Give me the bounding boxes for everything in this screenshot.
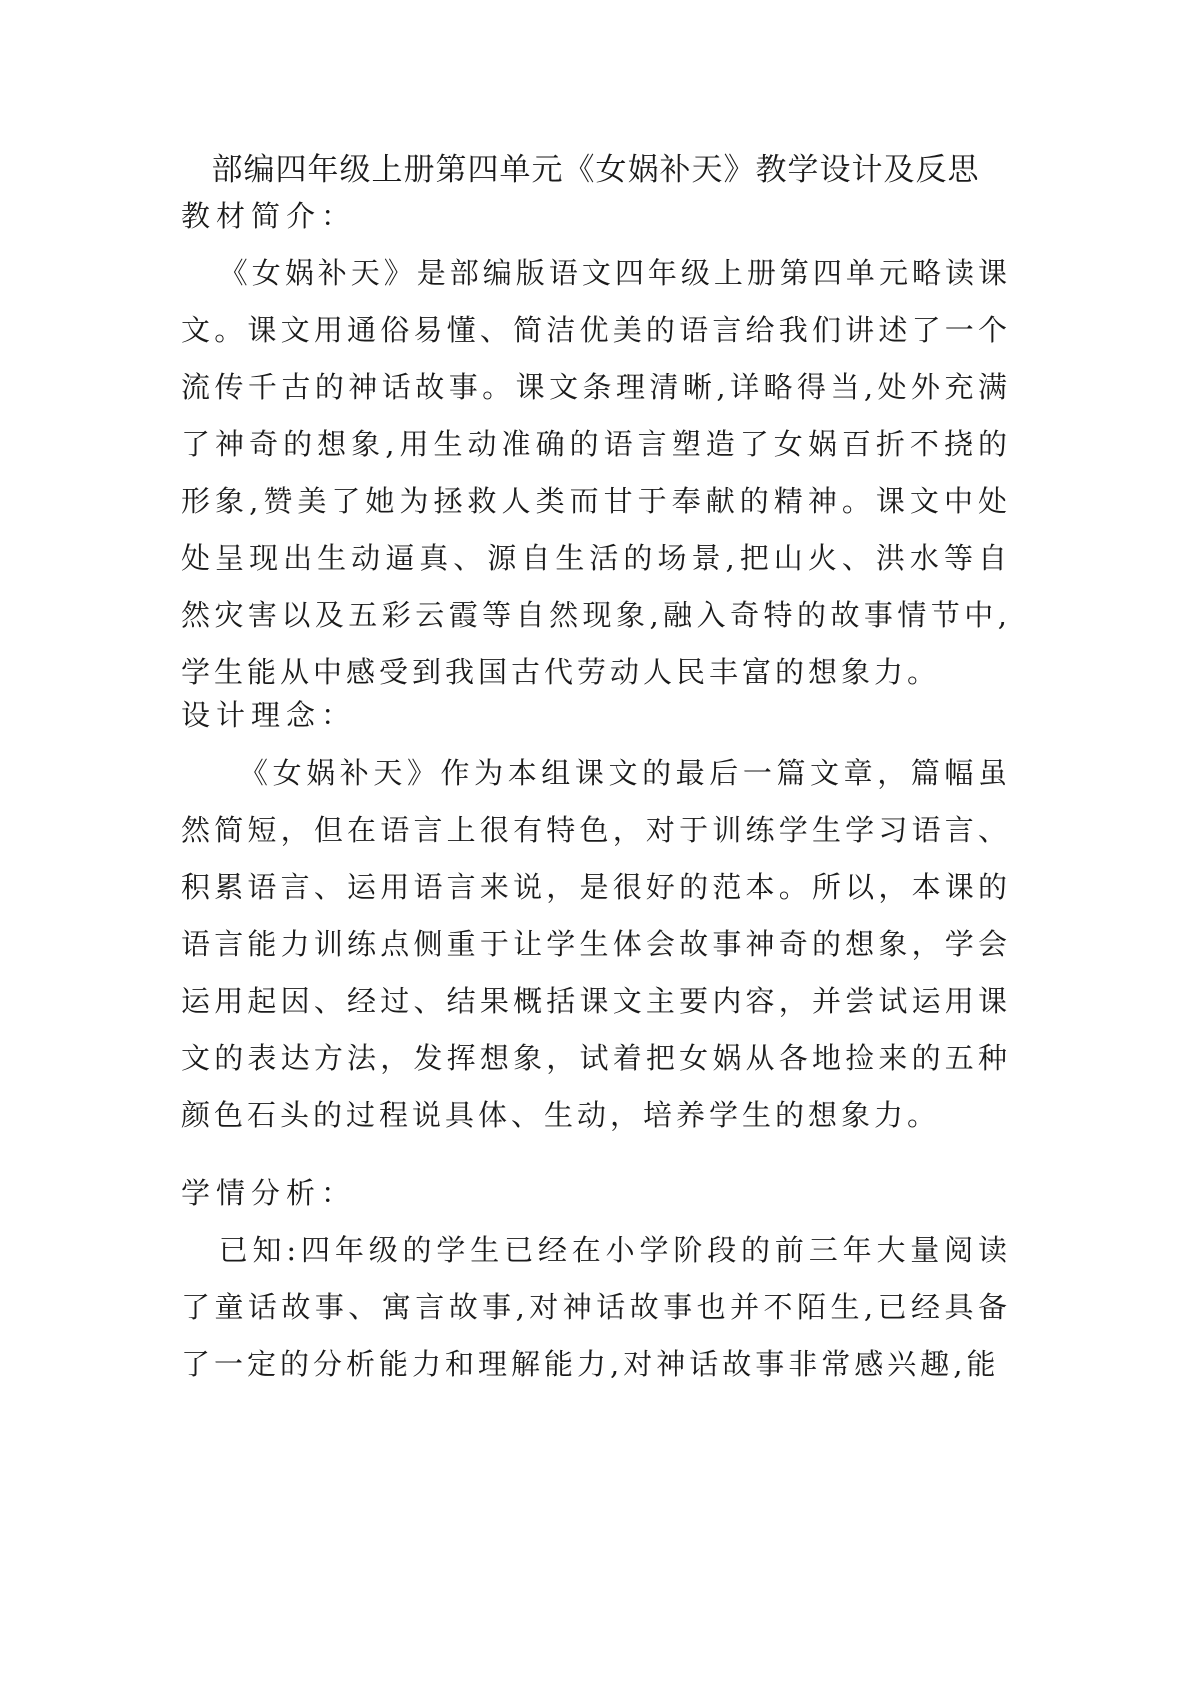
document-title: 部编四年级上册第四单元《女娲补天》教学设计及反思 xyxy=(211,152,980,188)
section-body-design-concept: 《女娲补天》作为本组课文的最后一篇文章，篇幅虽然简短，但在语言上很有特色，对于训练学生学习语言、积累语言、运用语言来说，是很好的范本。所以，本课的语言能力训练点侧重于让学生体会故事神奇的想象，学会运用起因、经过、结果概括课文主要内容，并尝试运用课文的表达方法，发挥想象，试着把女娲从各地捡来的五种颜色石头的过程说具体、生动，培养学生的想象力。 xyxy=(181,756,1011,1132)
section-body-learner-analysis: 已知:四年级的学生已经在小学阶段的前三年大量阅读了童话故事、寓言故事,对神话故事也并不陌生,已经具备了一定的分析能力和理解能力,对神话故事非常感兴趣,能 xyxy=(181,1233,1011,1381)
section-body-textbook-intro: 《女娲补天》是部编版语文四年级上册第四单元略读课文。课文用通俗易懂、简洁优美的语言给我们讲述了一个流传千古的神话故事。课文条理清晰,详略得当,处外充满了神奇的想象,用生动准确的语言塑造了女娲百折不挠的形象,赞美了她为拯救人类而甘于奉献的精神。课文中处处呈现出生动逼真、源自生活的场景,把山火、洪水等自然灾害以及五彩云霞等自然现象,融入奇特的故事情节中,学生能从中感受到我国古代劳动人民丰富的想象力。 xyxy=(181,256,1011,689)
section-heading-textbook-intro: 教材简介： xyxy=(181,199,357,233)
section-heading-design-concept: 设计理念： xyxy=(181,698,357,732)
section-heading-learner-analysis: 学情分析： xyxy=(181,1176,357,1210)
